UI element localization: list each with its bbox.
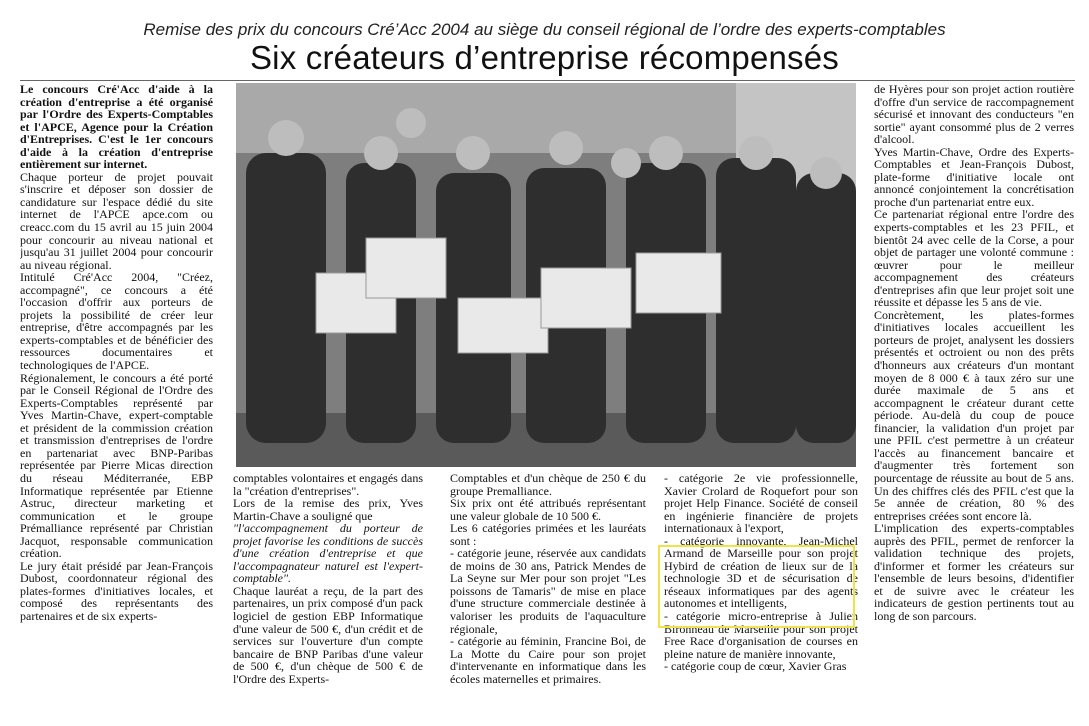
highlight-box (658, 545, 855, 628)
paragraph: Concrètement, les plates-formes d'initiatives locales accueillent les porteurs de projet, analysent les dossiers présentés et octroient ou non des prêts d'honneurs aux créateurs d'un montant moyen de 8 000 € à taux zéro sur une durée maximale de 5 ans et accompagnent le créateur durant cette période. Au-delà du coup de pouce financier, la validation d'un projet par une PFIL c'est permettre à un créateur l'accès au financement bancaire et d'augmenter très fortement son pourcentage de réussite au bout de 5 ans. Un des chiffres clés des PFIL c'est que la 5e année de création, 80 % des entreprises créées sont encore là. (874, 307, 1074, 523)
paragraph: Intitulé Cré'Acc 2004, "Créez, accompagné", ce concours a été l'occasion d'offrir aux porteurs de projets la possibilité de créer leur entreprise, d'être accompagnés par les experts-comptables et de bénéficier des ressources documentaires et technologiques de l'APCE. (20, 270, 213, 373)
paragraph: Régionalement, le concours a été porté par le Conseil Régional de l'Ordre des Experts-Comptables représenté par Yves Martin-Chave, expert-comptable et président de la commission création et transmission d'entreprises de l'ordre en partenariat avec BNP-Paribas représentée par Pierre Micas direction du réseau Méditerranée, EBP Informatique représentée par Etienne Astruc, directeur marketing et communication et le groupe Prémalliance représenté par Christian Jacquot, responsable communication création. (20, 370, 213, 561)
paragraph: Ce partenariat régional entre l'ordre des experts-comptables et les 23 PFIL, et bientôt 24 avec celle de la Corse, a pour objet de partager une volonté commune : œuvrer pour le meilleur accompagnement des créateurs d'entreprises afin que leur projet soit une réussite et dépasse les 5 ans de vie. (874, 207, 1074, 310)
paragraph: Chaque porteur de projet pouvait s'inscrire et déposer son dossier de candidature sur l'espace dédié du site internet de l'APCE apce.com ou creacc.com du 15 avril au 15 juin 2004 pour concourir au niveau national et jusqu'au 31 juillet 2004 pour concourir au niveau régional. (20, 169, 213, 272)
paragraph: Six prix ont été attribués représentant une valeur globale de 10 500 €. (450, 496, 646, 523)
paragraph: - catégorie jeune, réservée aux candidats de moins de 30 ans, Patrick Mendes de La Seyne sur Mer pour son projet "Les poissons de Tamaris" de mise en place d'une structure commerciale destinée à valoriser les produits de l'aquaculture régionale, (450, 546, 646, 636)
article-kicker: Remise des prix du concours Cré’Acc 2004 au siège du conseil régional de l’ordre des experts-comptables (143, 20, 946, 39)
paragraph: - catégorie micro-entreprise à Julien Bironneau de Marseille pour son projet Free Race d'organisation de courses en pleine nature de manière innovante, (664, 609, 858, 661)
paragraph: Les 6 catégories primées et les lauréats sont : (450, 521, 646, 548)
quote: "l'accompagnement du porteur de projet favorise les conditions de succès d'une création d'entreprise et que l'accompagnateur naturel est l'expert-comptable". (233, 521, 423, 586)
paragraph: de Hyères pour son projet action routière d'offre d'un service de raccompagnement sécurisé et innovant des conducteurs "en sortie" ayant consommé plus de 2 verres d'alcool. (874, 83, 1074, 147)
paragraph: Comptables et d'un chèque de 250 € du groupe Premalliance. (450, 472, 646, 498)
award-ceremony-photo (236, 83, 856, 467)
paragraph: Chaque lauréat a reçu, de la part des partenaires, un prix composé d'un pack logiciel de gestion EBP Informatique d'une valeur de 500 €, d'un crédit et de services sur l'ouverture d'un compte bancaire de BNP Paribas d'une valeur de 500 €, d'un chèque de 500 € de l'Ordre des Experts- (233, 583, 423, 686)
text-column-5 (874, 83, 1074, 723)
text-column-3 (450, 472, 646, 724)
text-column-2 (233, 472, 423, 724)
paragraph: comptables volontaires et engagés dans la "création d'entreprises". (233, 472, 423, 498)
photo-illustration (236, 83, 856, 467)
article-headline: Six créateurs d’entreprise récompensés (249, 39, 840, 76)
paragraph: Yves Martin-Chave, Ordre des Experts-Comptables et Jean-François Dubost, plate-forme d'initiative locale ont annoncé conjointement la concrétisation proche d'un partenariat entre eux. (874, 144, 1074, 209)
lead-paragraph: Le concours Cré'Acc d'aide à la création d'entreprise a été organisé par l'Ordre des Experts-Comptables et l'APCE, Agence pour la Création d'Entreprises. C'est le 1er concours d'aide à la création d'entreprise entièrement sur internet. (20, 83, 213, 172)
paragraph: - catégorie 2e vie professionnelle, Xavier Crolard de Roquefort pour son projet Help Finance. Société de conseil en ingénierie financière de projets internationaux à l'export, (664, 472, 858, 536)
highlighted-paragraph: - catégorie innovante, Jean-Michel Armand de Marseille pour son projet Hybird de création de lieux sur de la technologie 3D et de sécurisation de réseaux informatiques par des agents autonomes et intelligents, (664, 533, 858, 611)
header-rule (20, 80, 1075, 81)
paragraph: Lors de la remise des prix, Yves Martin-Chave a souligné que (233, 496, 423, 523)
text-column-1 (20, 83, 213, 723)
paragraph: Le jury était présidé par Jean-François Dubost, coordonnateur régional des plates-formes d'initiatives locales, et composé des représentants des partenaires et de six experts- (20, 558, 213, 623)
paragraph: - catégorie coup de cœur, Xavier Gras (664, 659, 847, 674)
paragraph: L'implication des experts-comptables auprès des PFIL, permet de renforcer la validation technique des projets, d'informer et former les créateurs sur l'ensemble de leurs besoins, d'identifier et de suivre avec le créateur les indicateurs de gestion pertinents tout au long de son parcours. (874, 521, 1074, 623)
paragraph: - catégorie au féminin, Francine Boi, de La Motte du Caire pour son projet d'intervenante en informatique dans les écoles maternelles et primaires. (450, 634, 646, 686)
